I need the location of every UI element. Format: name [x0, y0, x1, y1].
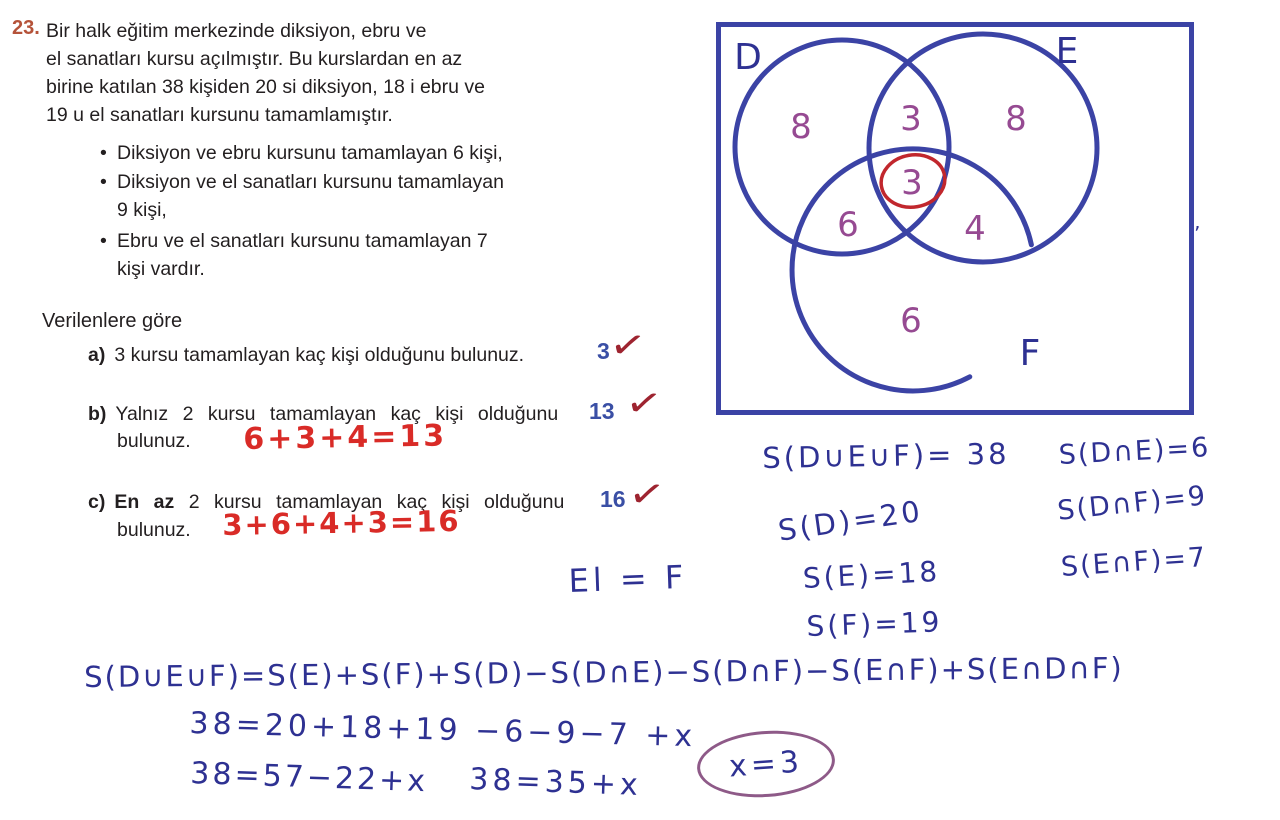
solution-result: x=3 [727, 743, 805, 785]
region-value-e-and-f: 4 [964, 209, 986, 249]
question-c-bold: En az [114, 491, 175, 513]
note-s-d: S(D)=20 [776, 493, 925, 548]
note-el-equals-f: El = F [568, 557, 688, 600]
set-label-d: D [734, 37, 762, 78]
set-label-f: F [1019, 333, 1041, 374]
answer-c: 16 [600, 486, 626, 512]
result-circle [695, 726, 837, 801]
problem-number: 23. [12, 17, 40, 39]
question-c-text: 2 kursu tamamlayan kaç kişi olduğunu [188, 491, 565, 513]
handwritten-work-c: 3+6+4+3=16 [222, 503, 461, 542]
question-c-label: c) [88, 491, 106, 513]
region-value-d-and-f: 6 [837, 205, 859, 245]
problem-text-line: Bir halk eğitim merkezinde diksiyon, ebru ve [46, 20, 427, 42]
solution-step2: 38=35+x [468, 762, 643, 803]
bullet-text-continued: kişi vardır. [117, 258, 205, 280]
bullet-text-continued: 9 kişi, [117, 199, 167, 221]
note-s-e: S(E)=18 [802, 554, 941, 595]
question-b-text-line2: bulunuz. [117, 430, 191, 452]
bullet-text: Diksiyon ve ebru kursunu tamamlayan 6 kişi, [117, 142, 503, 164]
question-b-text: Yalnız 2 kursu tamamlayan kaç kişi olduğunu [115, 403, 559, 425]
region-value-f-only: 6 [900, 301, 922, 341]
note-s-d-and-f: S(D∩F)=9 [1056, 480, 1209, 527]
checkmark-icon: ✓ [622, 378, 666, 428]
bullet-icon: • [100, 171, 107, 193]
problem-text-line: 19 u el sanatları kursunu tamamlamıştır. [46, 104, 393, 126]
region-value-e-only: 8 [1005, 99, 1027, 139]
note-s-f: S(F)=19 [806, 605, 943, 643]
region-value-center: 3 [901, 163, 923, 203]
bullet-item [100, 139, 503, 167]
question-b-label: b) [88, 403, 107, 425]
answer-b: 13 [589, 398, 615, 424]
bullet-icon: • [100, 230, 107, 252]
questions-intro: Verilenlere göre [42, 310, 183, 332]
note-s-d-and-e: S(D∩E)=6 [1058, 432, 1212, 471]
venn-diagram [714, 20, 1196, 418]
problem-text-line: birine katılan 38 kişiden 20 si diksiyon, 18 i ebru ve [46, 76, 485, 98]
answer-a: 3 [597, 338, 610, 364]
question-a [88, 341, 524, 369]
note-s-e-and-f: S(E∩F)=7 [1060, 541, 1209, 583]
stray-pen-mark: ’ [1194, 222, 1201, 246]
note-union-total: S(D∪E∪F)= 38 [762, 436, 1010, 475]
venn-universe-box [719, 25, 1192, 413]
question-a-text: 3 kursu tamamlayan kaç kişi olduğunu bulunuz. [114, 344, 525, 366]
handwritten-work-b: 6+3+4=13 [243, 418, 448, 457]
region-value-d-only: 8 [790, 107, 812, 147]
solution-substitution: 38=20+18+19 −6−9−7 +x [189, 706, 697, 755]
bullet-item [100, 168, 504, 196]
solution-formula: S(D∪E∪F)=S(E)+S(F)+S(D)−S(D∩E)−S(D∩F)−S(E∩F)+S(E∩D∩F) [84, 650, 1124, 694]
bullet-text: Diksiyon ve el sanatları kursunu tamamlayan [117, 171, 504, 193]
problem-text-line: el sanatları kursu açılmıştır. Bu kurslardan en az [46, 48, 463, 70]
bullet-icon: • [100, 142, 107, 164]
question-a-label: a) [88, 344, 106, 366]
checkmark-icon: ✓ [606, 320, 650, 370]
set-label-e: E [1055, 31, 1079, 72]
bullet-text: Ebru ve el sanatları kursunu tamamlayan 7 [117, 230, 488, 252]
bullet-item [100, 227, 488, 255]
region-value-d-and-e: 3 [900, 99, 922, 139]
checkmark-icon: ✓ [625, 469, 669, 519]
question-c-text-line2: bulunuz. [117, 519, 191, 541]
solution-step1: 38=57−22+x [189, 756, 429, 800]
